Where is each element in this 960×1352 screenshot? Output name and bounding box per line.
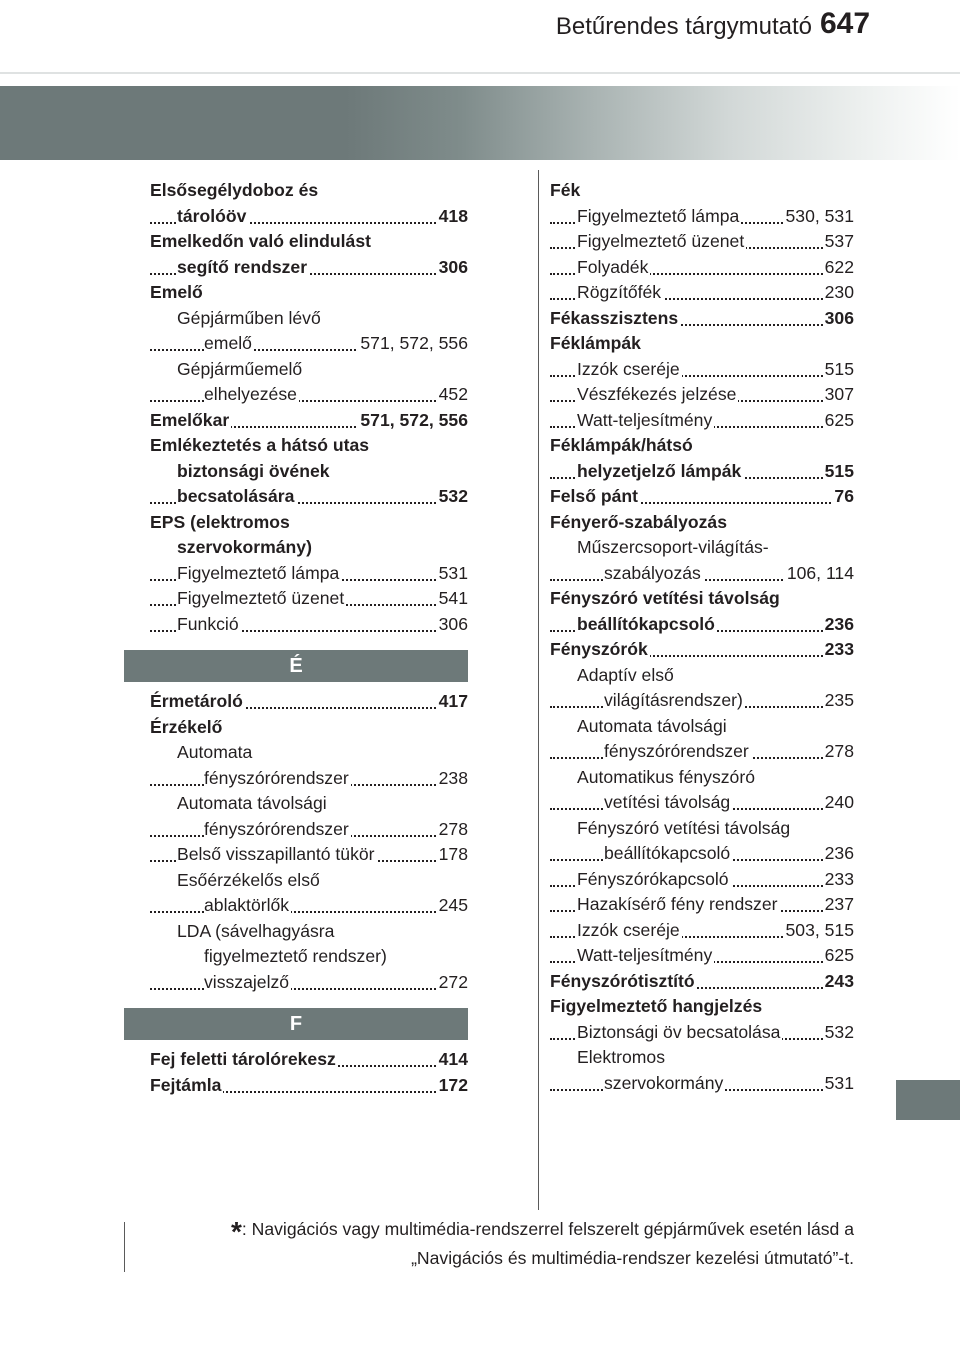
- index-entry: [550, 994, 854, 1020]
- index-entry-term: Figyelmeztető lámpa: [177, 562, 340, 583]
- index-entry-page[interactable]: 230: [823, 280, 854, 306]
- index-entry: [150, 408, 468, 434]
- index-entry: [550, 331, 854, 357]
- index-entry: [150, 280, 468, 306]
- index-entry-term: figyelmeztető rendszer): [204, 946, 387, 966]
- index-entry-term: ablaktörlők: [204, 895, 290, 915]
- index-entry-term: Figyelmeztető üzenet: [577, 231, 745, 251]
- index-entry-page[interactable]: 307: [823, 382, 854, 408]
- index-entry-term: becsatolására: [177, 486, 295, 506]
- index-entry-term: Féklámpák/hátsó: [550, 435, 693, 455]
- index-entry-page[interactable]: 571, 572, 556: [358, 408, 468, 434]
- footnote-line-2: „Navigációs és multimédia-rendszer kezelési útmutató”-t.: [411, 1248, 854, 1268]
- index-entry-term: Felső pánt: [550, 486, 638, 506]
- index-entry: [550, 790, 854, 816]
- index-entry: [550, 357, 854, 383]
- index-entry: [150, 484, 468, 510]
- page-number: 647: [820, 7, 871, 40]
- index-entry-term: visszajelző: [204, 971, 290, 992]
- index-entry-term: világításrendszer): [604, 690, 743, 710]
- index-entry-term: Elektromos: [577, 1047, 665, 1067]
- index-entry: [550, 612, 854, 638]
- index-entry: [550, 459, 854, 485]
- index-entry: [150, 1073, 468, 1099]
- section-header: É: [124, 650, 468, 682]
- index-entry-page[interactable]: 571, 572, 556: [358, 331, 468, 357]
- index-entry: [550, 382, 854, 408]
- index-entry-page[interactable]: 178: [437, 842, 468, 868]
- index-entry: [150, 919, 468, 945]
- section-header: F: [124, 1008, 468, 1040]
- index-entry-term: fényszórórendszer: [204, 818, 349, 839]
- index-entry-term: EPS (elektromos: [150, 511, 290, 532]
- index-entry-page[interactable]: 233: [823, 867, 854, 893]
- index-entry: [550, 867, 854, 893]
- index-entry: [550, 1020, 854, 1046]
- index-entry: [150, 229, 468, 255]
- index-entry-term: Fényszóró vetítési távolság: [577, 817, 791, 838]
- index-entry-page[interactable]: 625: [823, 408, 854, 434]
- index-column-right: [550, 178, 854, 1096]
- index-entry: [550, 204, 854, 230]
- header-title: Betűrendes tárgymutató: [555, 13, 812, 40]
- index-entry: [550, 816, 854, 842]
- index-entry: [150, 178, 468, 204]
- index-entry-term: Automatikus fényszóró: [577, 766, 755, 787]
- index-entry-term: LDA (sávelhagyásra: [177, 920, 335, 941]
- index-entry-page[interactable]: 532: [437, 484, 468, 510]
- index-entry: [150, 817, 468, 843]
- index-entry: [550, 178, 854, 204]
- index-entry: [150, 766, 468, 792]
- index-entry-term: Automata távolsági: [177, 793, 327, 813]
- index-entry-term: Automata: [177, 742, 253, 762]
- index-entry: [550, 561, 854, 587]
- index-entry-term: Fényszóró vetítési távolság: [550, 588, 780, 608]
- index-entry-term: elhelyezése: [204, 384, 297, 404]
- header-banner: [0, 86, 960, 160]
- index-entry-page[interactable]: 237: [823, 892, 854, 918]
- index-entry: [150, 535, 468, 561]
- index-entry-page[interactable]: 622: [823, 255, 854, 281]
- index-entry: [150, 740, 468, 766]
- index-entry: [550, 663, 854, 689]
- index-entry-term: helyzetjelző lámpák: [577, 460, 742, 481]
- index-entry: [550, 535, 854, 561]
- index-entry-page[interactable]: 106, 114: [785, 561, 854, 587]
- index-entry-term: Izzók cseréje: [577, 919, 680, 940]
- index-entry: [550, 1071, 854, 1097]
- index-entry-term: Rögzítőfék: [577, 282, 662, 302]
- index-entry-term: Gépjárműemelő: [177, 358, 303, 379]
- index-entry-term: biztonsági övének: [177, 460, 330, 481]
- index-entry-page[interactable]: 236: [823, 612, 854, 638]
- index-entry-page[interactable]: 306: [437, 612, 468, 638]
- index-entry-page[interactable]: 240: [823, 790, 854, 816]
- index-entry: [550, 484, 854, 510]
- index-entry: [550, 714, 854, 740]
- index-entry-page[interactable]: 306: [823, 306, 854, 332]
- index-entry-page[interactable]: 235: [823, 688, 854, 714]
- index-entry-term: Gépjárműben lévő: [177, 307, 321, 328]
- index-entry: [550, 408, 854, 434]
- index-entry-term: Figyelmeztető üzenet: [177, 588, 345, 608]
- index-entry-term: Fényszórókapcsoló: [577, 868, 729, 889]
- index-entry: [150, 893, 468, 919]
- header-rule: [0, 72, 960, 74]
- index-entry-page[interactable]: 236: [823, 841, 854, 867]
- index-entry-term: Automata távolsági: [577, 715, 727, 736]
- index-entry: [550, 1045, 854, 1071]
- index-entry-page[interactable]: 418: [437, 204, 468, 230]
- index-entry-page[interactable]: 233: [823, 637, 854, 663]
- index-entry: [150, 331, 468, 357]
- index-entry: [150, 1047, 468, 1073]
- index-entry-term: Fej feletti tárolórekesz: [150, 1049, 336, 1069]
- index-entry: [150, 612, 468, 638]
- index-entry-page[interactable]: 243: [823, 969, 854, 995]
- index-entry: [150, 689, 468, 715]
- index-entry-page[interactable]: 245: [437, 893, 468, 919]
- index-entry-term: Érmetároló: [150, 691, 243, 711]
- index-entry-term: Emelőkar: [150, 409, 230, 430]
- index-entry-term: beállítókapcsoló: [604, 843, 731, 863]
- index-entry: [150, 510, 468, 536]
- footnote-marker: *: [230, 1216, 242, 1247]
- index-entry-page[interactable]: 531: [437, 561, 468, 587]
- index-entry-term: szervokormány: [604, 1072, 724, 1093]
- index-entry-term: fényszórórendszer: [604, 741, 749, 761]
- index-entry: [550, 255, 854, 281]
- footnote-line-1: [124, 1216, 854, 1245]
- index-entry-term: Emlékeztetés a hátsó utas: [150, 435, 370, 455]
- index-entry-term: vetítési távolság: [604, 792, 731, 812]
- index-entry-term: Belső visszapillantó tükör: [177, 844, 375, 864]
- index-entry-term: Műszercsoport-világítás-: [577, 537, 769, 557]
- index-entry-term: beállítókapcsoló: [577, 613, 715, 634]
- index-entry-term: Fényszórók: [550, 639, 648, 659]
- index-entry: [550, 688, 854, 714]
- index-entry: [150, 255, 468, 281]
- index-entry: [550, 510, 854, 536]
- index-entry-page[interactable]: 278: [823, 739, 854, 765]
- index-entry: [550, 969, 854, 995]
- index-entry: [550, 739, 854, 765]
- index-entry-term: emelő: [204, 333, 252, 353]
- index-entry-term: Érzékelő: [150, 716, 223, 737]
- index-entry-term: Folyadék: [577, 256, 649, 277]
- index-entry: [150, 791, 468, 817]
- index-entry-term: Figyelmeztető hangjelzés: [550, 996, 763, 1016]
- index-entry-page[interactable]: 272: [437, 970, 468, 996]
- index-entry-term: Féklámpák: [550, 333, 641, 353]
- index-entry-page[interactable]: 503, 515: [784, 918, 855, 944]
- index-entry-term: Fék: [550, 180, 581, 200]
- index-entry-term: Emelő: [150, 282, 203, 302]
- index-entry-page[interactable]: 306: [437, 255, 468, 281]
- index-entry: [550, 637, 854, 663]
- index-entry-term: Watt-teljesítmény: [577, 409, 713, 430]
- index-entry: [150, 357, 468, 383]
- index-entry-term: Elsősegélydoboz és: [150, 180, 319, 200]
- index-entry-page[interactable]: 537: [823, 229, 854, 255]
- index-entry: [150, 842, 468, 868]
- index-entry-term: Vészfékezés jelzése: [577, 384, 737, 404]
- index-entry-term: Izzók cseréje: [577, 358, 680, 379]
- index-entry-term: szervokormány): [177, 537, 312, 557]
- chapter-side-tab: [896, 1080, 960, 1120]
- index-entry-page[interactable]: 532: [823, 1020, 854, 1046]
- index-entry-term: tárolóöv: [177, 205, 247, 226]
- index-entry-term: Adaptív első: [577, 664, 674, 685]
- index-entry-page[interactable]: 515: [823, 357, 854, 383]
- footnote-text-1: : Navigációs vagy multimédia-rendszerrel felszerelt gépjárművek esetén lásd a: [241, 1219, 854, 1239]
- index-entry: [550, 433, 854, 459]
- index-entry-term: fényszórórendszer: [204, 767, 349, 788]
- index-entry: [550, 280, 854, 306]
- index-entry-term: Fényerő-szabályozás: [550, 511, 727, 532]
- index-entry: [150, 433, 468, 459]
- index-entry-page[interactable]: 541: [437, 586, 468, 612]
- index-entry: [550, 943, 854, 969]
- index-entry-page[interactable]: 625: [823, 943, 854, 969]
- index-entry-term: Esőérzékelős első: [177, 869, 320, 890]
- index-entry-page[interactable]: 278: [437, 817, 468, 843]
- index-entry: [150, 204, 468, 230]
- index-entry-term: Biztonsági öv becsatolása: [577, 1021, 781, 1042]
- index-entry-page[interactable]: 172: [437, 1073, 468, 1099]
- index-entry-term: Watt-teljesítmény: [577, 945, 713, 965]
- index-entry: [150, 561, 468, 587]
- footnote: [124, 1216, 854, 1272]
- index-entry: [550, 229, 854, 255]
- index-entry-page[interactable]: 452: [437, 382, 468, 408]
- index-entry: [150, 944, 468, 970]
- index-entry-term: Figyelmeztető lámpa: [577, 205, 740, 226]
- index-entry-page[interactable]: 76: [832, 484, 854, 510]
- index-entry-term: Fényszórótisztító: [550, 970, 695, 991]
- index-entry-page[interactable]: 417: [437, 689, 468, 715]
- index-entry: [150, 459, 468, 485]
- index-entry: [550, 892, 854, 918]
- index-entry-term: Fejtámla: [150, 1074, 222, 1095]
- index-entry-term: Funkció: [177, 613, 239, 634]
- index-entry: [550, 841, 854, 867]
- index-entry-term: szabályozás: [604, 562, 701, 583]
- column-divider: [538, 170, 539, 1210]
- index-entry: [550, 586, 854, 612]
- index-entry: [150, 306, 468, 332]
- index-entry: [550, 765, 854, 791]
- index-entry-page[interactable]: 414: [437, 1047, 468, 1073]
- index-entry-page[interactable]: 515: [823, 459, 854, 485]
- index-column-left: [150, 178, 468, 1098]
- index-entry: [550, 306, 854, 332]
- index-entry: [550, 918, 854, 944]
- index-entry: [150, 382, 468, 408]
- index-entry-term: segítő rendszer: [177, 256, 308, 277]
- index-entry-term: Fékasszisztens: [550, 307, 679, 328]
- index-entry-term: Emelkedőn való elindulást: [150, 231, 371, 251]
- index-entry-page[interactable]: 531: [823, 1071, 854, 1097]
- index-entry: [150, 715, 468, 741]
- index-entry-page[interactable]: 530, 531: [784, 204, 855, 230]
- index-entry: [150, 586, 468, 612]
- index-entry-page[interactable]: 238: [437, 766, 468, 792]
- index-entry-term: Hazakísérő fény rendszer: [577, 894, 778, 914]
- index-entry: [150, 970, 468, 996]
- index-entry: [150, 868, 468, 894]
